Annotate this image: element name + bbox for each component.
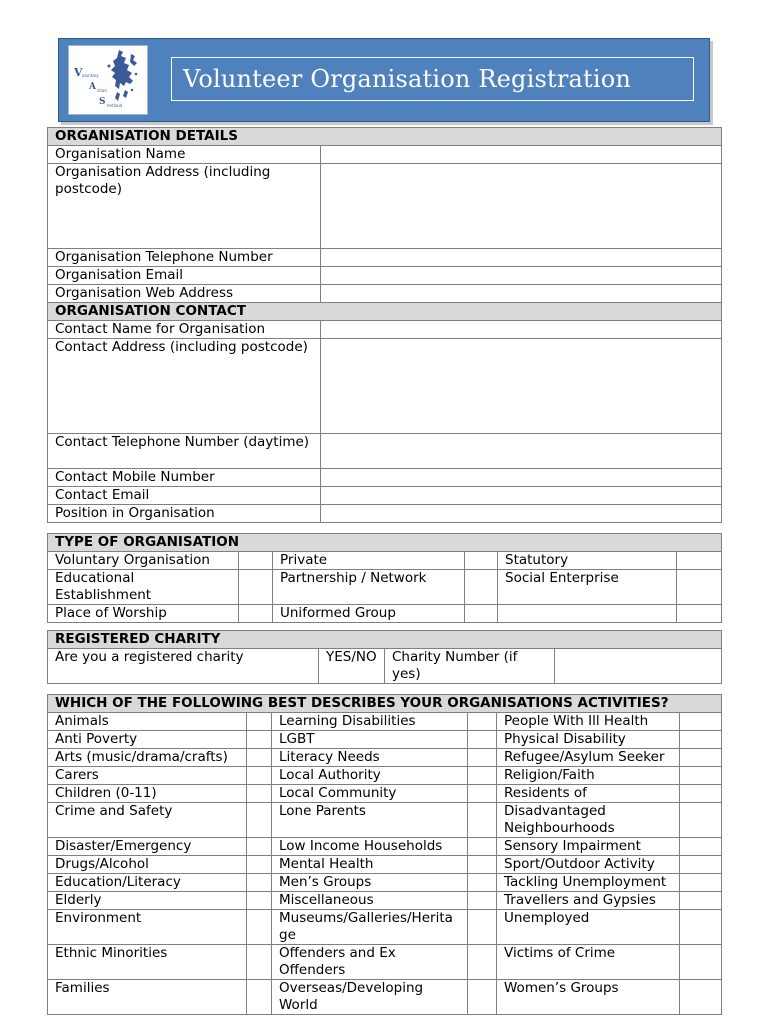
activity-label: Children (0-11) [48,785,247,803]
organisation-table [47,127,722,523]
type-option-label: Social Enterprise [498,570,677,605]
activity-label: Animals [48,713,247,731]
field-label: Organisation Address (including postcode) [48,164,321,249]
activity-label: Museums/Galleries/Heritage [272,910,468,945]
activity-checkbox[interactable] [680,713,722,731]
field-label: Organisation Web Address [48,285,321,303]
activity-label: Drugs/Alcohol [48,856,247,874]
activity-checkbox[interactable] [468,713,497,731]
activity-label: Crime and Safety [48,803,247,838]
activity-label: Women’s Groups [497,980,680,1015]
activity-label: Mental Health [272,856,468,874]
activity-checkbox[interactable] [468,856,497,874]
page-title: Volunteer Organisation Registration [183,65,632,93]
type-checkbox[interactable] [239,570,273,605]
activity-label: Sensory Impairment [497,838,680,856]
activity-label: Ethnic Minorities [48,945,247,980]
activity-label: Local Authority [272,767,468,785]
table-row [48,874,722,892]
activity-checkbox[interactable] [247,874,272,892]
section-heading-organisation-details: ORGANISATION DETAILS [48,128,722,146]
contact-telephone-input[interactable] [321,434,722,469]
organisation-telephone-input[interactable] [321,249,722,267]
activity-checkbox[interactable] [680,767,722,785]
activity-label: Environment [48,910,247,945]
activity-checkbox[interactable] [247,945,272,980]
organisation-name-input[interactable] [321,146,722,164]
activity-label: Lone Parents [272,803,468,838]
type-checkbox[interactable] [465,570,498,605]
activity-label: Elderly [48,892,247,910]
activity-checkbox[interactable] [680,945,722,980]
table-row [48,749,722,767]
section-heading-registered-charity: REGISTERED CHARITY [48,631,722,649]
contact-name-input[interactable] [321,321,722,339]
logo-word-2: ction [97,88,107,93]
table-row [48,980,722,1015]
field-label: Organisation Telephone Number [48,249,321,267]
activity-checkbox[interactable] [247,892,272,910]
type-option-label [498,605,677,623]
activity-label: Victims of Crime [497,945,680,980]
field-label: Organisation Email [48,267,321,285]
type-option-label: Uniformed Group [273,605,465,623]
organisation-address-input[interactable] [321,164,722,249]
type-option-label: Partnership / Network [273,570,465,605]
activities-table [47,694,722,1015]
type-option-label: Educational Establishment [48,570,239,605]
field-label: Contact Address (including postcode) [48,339,321,434]
field-label: Contact Mobile Number [48,469,321,487]
activity-checkbox[interactable] [247,838,272,856]
activity-label: Anti Poverty [48,731,247,749]
activity-checkbox[interactable] [468,767,497,785]
field-label: Organisation Name [48,146,321,164]
type-option-label: Voluntary Organisation [48,552,239,570]
type-checkbox[interactable] [465,552,498,570]
organisation-web-input[interactable] [321,285,722,303]
table-row [48,838,722,856]
activity-checkbox[interactable] [247,980,272,1015]
logo-letter-a: A [89,82,96,92]
activity-label: Men’s Groups [272,874,468,892]
activity-checkbox[interactable] [468,731,497,749]
activity-checkbox[interactable] [468,945,497,980]
type-option-label: Private [273,552,465,570]
contact-address-input[interactable] [321,339,722,434]
activity-checkbox[interactable] [680,980,722,1015]
contact-email-input[interactable] [321,487,722,505]
table-row [48,945,722,980]
activity-label: People With Ill Health [497,713,680,731]
activity-label: Refugee/Asylum Seeker [497,749,680,767]
activity-label: Literacy Needs [272,749,468,767]
activity-label: Religion/Faith [497,767,680,785]
type-checkbox[interactable] [677,570,722,605]
activity-checkbox[interactable] [247,749,272,767]
yes-no-option[interactable]: YES/NO [319,649,385,684]
activity-checkbox[interactable] [680,731,722,749]
activity-checkbox[interactable] [468,892,497,910]
activity-label: Local Community [272,785,468,803]
activity-label: LGBT [272,731,468,749]
activity-label: Families [48,980,247,1015]
type-checkbox[interactable] [465,605,498,623]
type-checkbox[interactable] [677,552,722,570]
charity-number-input[interactable] [555,649,722,684]
activity-label: Sport/Outdoor Activity [497,856,680,874]
activity-checkbox[interactable] [468,910,497,945]
position-input[interactable] [321,505,722,523]
type-checkbox[interactable] [239,552,273,570]
section-heading-organisation-contact: ORGANISATION CONTACT [48,303,722,321]
activity-label: Low Income Households [272,838,468,856]
activity-checkbox[interactable] [468,803,497,838]
activity-label: Miscellaneous [272,892,468,910]
activity-label: Offenders and Ex Offenders [272,945,468,980]
table-row [48,910,722,945]
table-row [48,713,722,731]
charity-number-label: Charity Number (if yes) [385,649,555,684]
field-label: Contact Name for Organisation [48,321,321,339]
logo-word-1: oluntary [82,73,99,78]
logo-letter-v: V [74,66,83,79]
activity-label: Learning Disabilities [272,713,468,731]
field-label: Contact Email [48,487,321,505]
activity-label: Disadvantaged Neighbourhoods [497,803,680,838]
activity-checkbox[interactable] [680,803,722,838]
table-row [48,767,722,785]
type-checkbox[interactable] [239,605,273,623]
activity-label: Tackling Unemployment [497,874,680,892]
activity-checkbox[interactable] [247,785,272,803]
activity-checkbox[interactable] [247,803,272,838]
section-heading-type-of-organisation: TYPE OF ORGANISATION [48,534,722,552]
activity-label: Education/Literacy [48,874,247,892]
type-checkbox[interactable] [677,605,722,623]
table-row [48,856,722,874]
header-banner [58,38,710,122]
contact-mobile-input[interactable] [321,469,722,487]
activity-checkbox[interactable] [468,874,497,892]
activity-checkbox[interactable] [247,731,272,749]
table-row [48,803,722,838]
field-label: Contact Telephone Number (daytime) [48,434,321,469]
section-heading-activities: WHICH OF THE FOLLOWING BEST DESCRIBES YOUR ORGANISATIONS ACTIVITIES? [48,695,722,713]
activity-checkbox[interactable] [680,892,722,910]
activity-checkbox[interactable] [468,749,497,767]
activity-label: Unemployed [497,910,680,945]
activity-checkbox[interactable] [680,838,722,856]
activity-checkbox[interactable] [468,980,497,1015]
activity-label: Disaster/Emergency [48,838,247,856]
activity-label: Travellers and Gypsies [497,892,680,910]
title-frame [171,57,694,101]
activity-checkbox[interactable] [680,910,722,945]
type-option-label: Place of Worship [48,605,239,623]
activity-checkbox[interactable] [247,713,272,731]
table-row [48,892,722,910]
activity-label: Overseas/Developing World [272,980,468,1015]
activity-checkbox[interactable] [680,785,722,803]
activity-label: Arts (music/drama/crafts) [48,749,247,767]
activity-checkbox[interactable] [680,856,722,874]
table-row [48,731,722,749]
logo-letter-s: S [99,97,106,107]
charity-question: Are you a registered charity [48,649,319,684]
activity-checkbox[interactable] [468,838,497,856]
activity-checkbox[interactable] [247,767,272,785]
activity-label: Residents of [497,785,680,803]
table-row [48,785,722,803]
vas-logo [68,45,148,115]
activity-checkbox[interactable] [680,874,722,892]
activity-checkbox[interactable] [468,785,497,803]
activity-label: Physical Disability [497,731,680,749]
activity-checkbox[interactable] [247,856,272,874]
activity-label: Carers [48,767,247,785]
registered-charity-table [47,630,722,684]
activity-checkbox[interactable] [247,910,272,945]
type-option-label: Statutory [498,552,677,570]
activity-checkbox[interactable] [680,749,722,767]
type-of-organisation-table [47,533,722,623]
logo-word-3: hetland [107,103,123,108]
field-label: Position in Organisation [48,505,321,523]
organisation-email-input[interactable] [321,267,722,285]
